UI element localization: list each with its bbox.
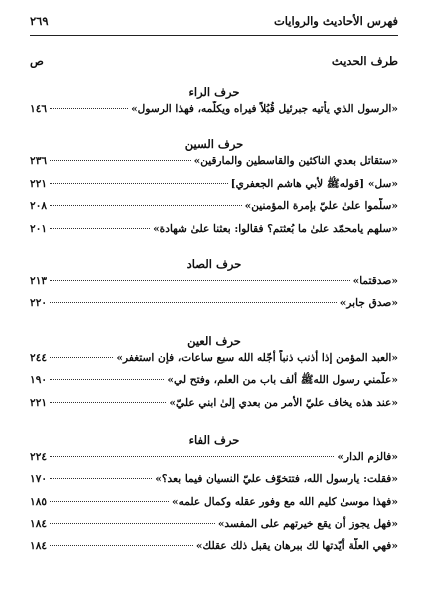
entry-list xyxy=(30,153,398,243)
entry-page: ٢٢٠ xyxy=(30,297,48,310)
dot-leader xyxy=(50,228,150,229)
section-ayn xyxy=(30,333,398,417)
index-entry xyxy=(30,273,398,295)
section-sad xyxy=(30,256,398,318)
dot-leader xyxy=(50,183,228,184)
index-entry xyxy=(30,372,398,394)
index-entry xyxy=(30,449,398,471)
hadith-text: «علّمني رسول اللهﷺ ألف باب من العلم، وفتح لي» xyxy=(167,374,398,387)
entry-page: ١٨٤ xyxy=(30,518,48,531)
entry-page: ٢٢٤ xyxy=(30,450,48,463)
entry-page: ٢٤٤ xyxy=(30,351,48,364)
index-entry xyxy=(30,538,398,560)
index-entry xyxy=(30,471,398,493)
index-entry xyxy=(30,198,398,220)
section-title: حرف الراء xyxy=(188,85,240,99)
hadith-text: «فهذا موسىٰ كليم الله مع وفور عقله وكمال علمه» xyxy=(172,495,398,508)
running-header xyxy=(30,14,398,32)
hadith-text: «ستقاتل بعدي الناكثين والقاسطين والمارقين» xyxy=(193,155,398,168)
dot-leader xyxy=(50,545,193,546)
hadith-text: «فهي العلّة أيّدتها لك ببرهان يقبل ذلك عقلك» xyxy=(195,540,398,553)
index-entry xyxy=(30,101,398,123)
hadith-text: «العبد المؤمن إذا أذنب ذنباً أجّله الله سبع ساعات، فإن استغفر» xyxy=(116,351,398,364)
entry-list xyxy=(30,350,398,417)
entry-list xyxy=(30,449,398,561)
entry-page: ٢١٣ xyxy=(30,274,48,287)
dot-leader xyxy=(50,280,350,281)
entry-page: ١٧٠ xyxy=(30,473,48,486)
dot-leader xyxy=(50,402,166,403)
hadith-text: «سلهم يامحمّد علىٰ ما بُعثتم؟ فقالوا: بعثنا علىٰ شهادة» xyxy=(153,222,398,235)
hadith-text: «سلّموا علىٰ عليّ بإمرة المؤمنين» xyxy=(244,200,398,213)
index-entry xyxy=(30,221,398,243)
entry-page: ١٤٦ xyxy=(30,103,48,115)
hadith-text: «الرسول الذي يأتيه جبرئيل قُبُلاً فيراه ويكلّمه، فهذا الرسول» xyxy=(131,103,398,115)
section-faa xyxy=(30,432,398,561)
hadith-text: «سل» [قولهﷺ لأبي هاشم الجعفري] xyxy=(230,177,398,190)
dot-leader xyxy=(50,456,334,457)
hadith-text: «صدقتما» xyxy=(352,274,398,287)
index-entry xyxy=(30,494,398,516)
hadith-text: «صدق جابر» xyxy=(339,297,398,310)
index-entry xyxy=(30,350,398,372)
index-entry xyxy=(30,153,398,175)
hadith-text: «فهل يجوز أن يقع خيرتهم على المفسد» xyxy=(217,518,398,531)
entry-page: ٢٢١ xyxy=(30,177,48,190)
hadith-text: «فقلت: يارسول الله، فتتخوّف عليّ النسيان فيما بعد؟» xyxy=(155,473,398,486)
dot-leader xyxy=(50,478,152,479)
index-entry xyxy=(30,516,398,538)
column-headings xyxy=(30,54,398,70)
dot-leader xyxy=(50,379,164,380)
page-column-heading: ص xyxy=(30,54,44,68)
hadith-column-heading: طرف الحديث xyxy=(331,54,398,68)
dot-leader xyxy=(50,302,337,303)
entry-page: ٢٠١ xyxy=(30,222,48,235)
entry-page: ٢٠٨ xyxy=(30,200,48,213)
page-number: ٢٦٩ xyxy=(30,14,49,28)
index-entry xyxy=(30,295,398,317)
section-title: حرف السين xyxy=(184,137,244,152)
entry-page: ٢٢١ xyxy=(30,396,48,409)
dot-leader xyxy=(50,108,128,109)
index-entry xyxy=(30,395,398,417)
entry-list xyxy=(30,273,398,318)
hadith-text: «عند هذه يخاف عليّ الأمر من بعدي إلىٰ ابني عليّ» xyxy=(169,396,398,409)
dot-leader xyxy=(50,357,113,358)
section-title: حرف الصاد xyxy=(186,256,242,271)
section-raa xyxy=(30,84,398,123)
dot-leader xyxy=(50,160,191,161)
entry-page: ١٨٥ xyxy=(30,495,48,508)
header-rule xyxy=(30,35,398,36)
index-entry xyxy=(30,176,398,198)
entry-page: ١٩٠ xyxy=(30,374,48,387)
entry-page: ١٨٤ xyxy=(30,540,48,553)
dot-leader xyxy=(50,501,169,502)
dot-leader xyxy=(50,523,215,524)
section-title: حرف العين xyxy=(187,333,241,348)
running-title: فهرس الأحاديث والروايات xyxy=(273,14,398,28)
entry-list xyxy=(30,101,398,123)
entry-page: ٢٣٦ xyxy=(30,155,48,168)
hadith-text: «فالزم الدار» xyxy=(337,450,398,463)
section-seen xyxy=(30,136,398,243)
dot-leader xyxy=(50,205,242,206)
section-title: حرف الفاء xyxy=(188,432,240,447)
